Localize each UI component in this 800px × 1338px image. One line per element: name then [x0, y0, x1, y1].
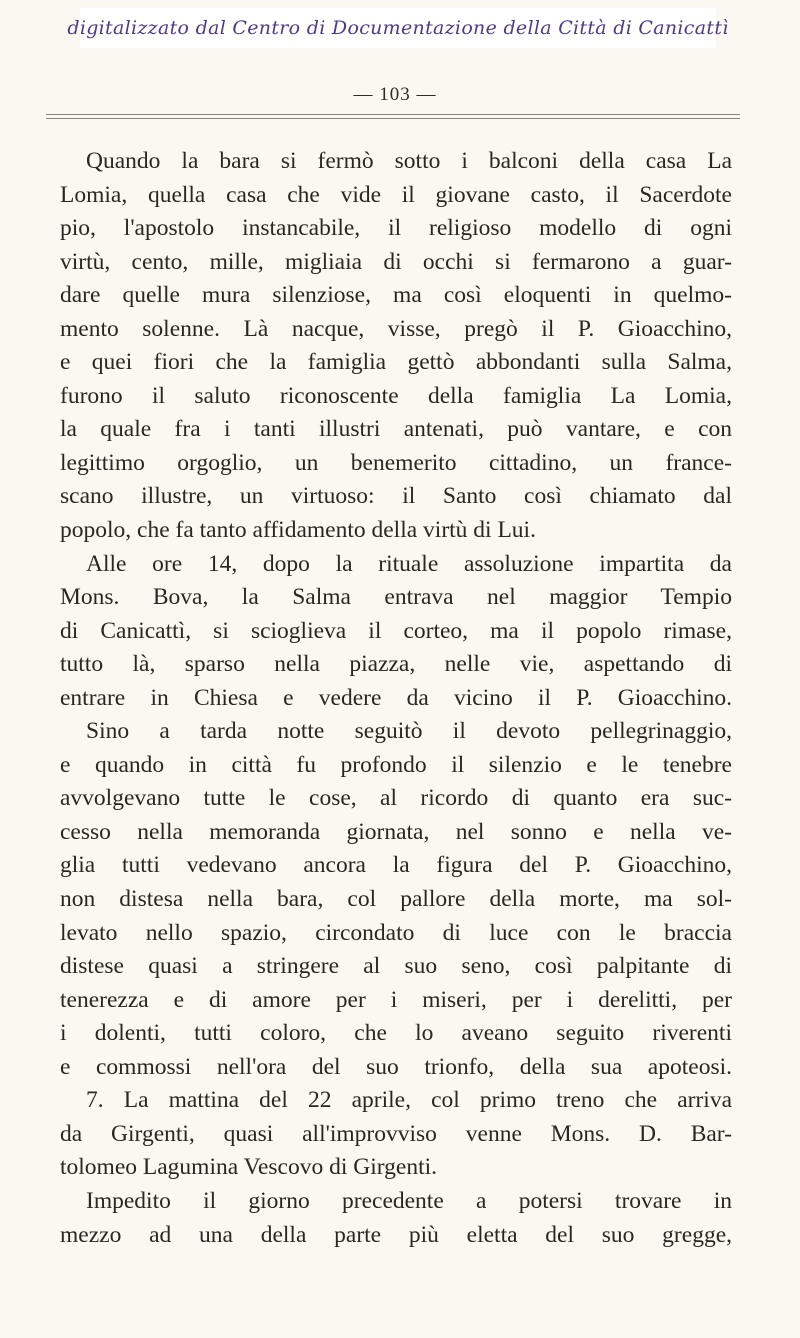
text-line: tutto là, sparso nella piazza, nelle vie, aspettando di — [60, 651, 732, 678]
text-line: avvolgevano tutte le cose, al ricordo di quanto era suc- — [60, 785, 732, 812]
text-line: i dolenti, tutti coloro, che lo aveano seguito riverenti — [60, 1020, 732, 1047]
text-line: mento solenne. Là nacque, visse, pregò il P. Gioacchino, — [60, 315, 732, 342]
text-line: pio, l'apostolo instancabile, il religioso modello di ogni — [60, 215, 732, 242]
text-line: glia tutti vedevano ancora la figura del P. Gioacchino, — [60, 852, 732, 879]
text-line: legittimo orgoglio, un benemerito cittadino, un france- — [60, 449, 732, 476]
text-line: tenerezza e di amore per i miseri, per i derelitti, per — [60, 986, 732, 1013]
text-line: non distesa nella bara, col pallore della morte, ma sol- — [60, 886, 732, 913]
text-line: entrare in Chiesa e vedere da vicino il P. Gioacchino. — [60, 684, 732, 711]
text-line: cesso nella memoranda giornata, nel sonno e nella ve- — [60, 818, 732, 845]
watermark-band — [67, 8, 729, 48]
text-line: mezzo ad una della parte più eletta del suo gregge, — [60, 1221, 732, 1248]
text-line: Alle ore 14, dopo la rituale assoluzione impartita da — [86, 550, 732, 577]
text-line: distese quasi a stringere al suo seno, così palpitante di — [60, 953, 732, 980]
text-line: e commossi nell'ora del suo trionfo, della sua apoteosi. — [60, 1053, 732, 1080]
text-line: furono il saluto riconoscente della famiglia La Lomia, — [60, 382, 732, 409]
digitization-watermark: digitalizzato dal Centro di Documentazione della Città di Canicattì — [67, 17, 729, 39]
text-line: scano illustre, un virtuoso: il Santo così chiamato dal — [60, 483, 732, 510]
text-line: la quale fra i tanti illustri antenati, può vantare, e con — [60, 416, 732, 443]
text-line: dare quelle mura silenziose, ma così eloquenti in quelmo- — [60, 282, 732, 309]
text-line: virtù, cento, mille, migliaia di occhi si fermarono a guar- — [60, 248, 732, 275]
page-body — [60, 145, 732, 1252]
page-number: — 103 — — [353, 84, 437, 105]
text-line: di Canicattì, si scioglieva il corteo, ma il popolo rimase, — [60, 617, 732, 644]
text-line: levato nello spazio, circondato di luce con le braccia — [60, 919, 732, 946]
text-line: e quando in città fu profondo il silenzio e le tenebre — [60, 751, 732, 778]
text-line: Impedito il giorno precedente a potersi trovare in — [86, 1187, 732, 1214]
text-line: Sino a tarda notte seguitò il devoto pellegrinaggio, — [86, 718, 732, 745]
text-line: Lomia, quella casa che vide il giovane casto, il Sacerdote — [60, 181, 732, 208]
text-line: Quando la bara si fermò sotto i balconi della casa La — [86, 148, 732, 174]
text-line: e quei fiori che la famiglia gettò abbondanti sulla Salma, — [60, 349, 732, 376]
text-line: Mons. Bova, la Salma entrava nel maggior Tempio — [60, 584, 732, 611]
text-line: tolomeo Lagumina Vescovo di Girgenti. — [60, 1154, 438, 1181]
header-rule-second — [46, 118, 740, 119]
header-rule — [46, 114, 740, 115]
text-line: da Girgenti, quasi all'improvviso venne Mons. D. Bar- — [60, 1120, 732, 1147]
text-line: 7. La mattina del 22 aprile, col primo treno che arriva — [86, 1087, 732, 1114]
text-line: popolo, che fa tanto affidamento della virtù di Lui. — [60, 517, 536, 544]
